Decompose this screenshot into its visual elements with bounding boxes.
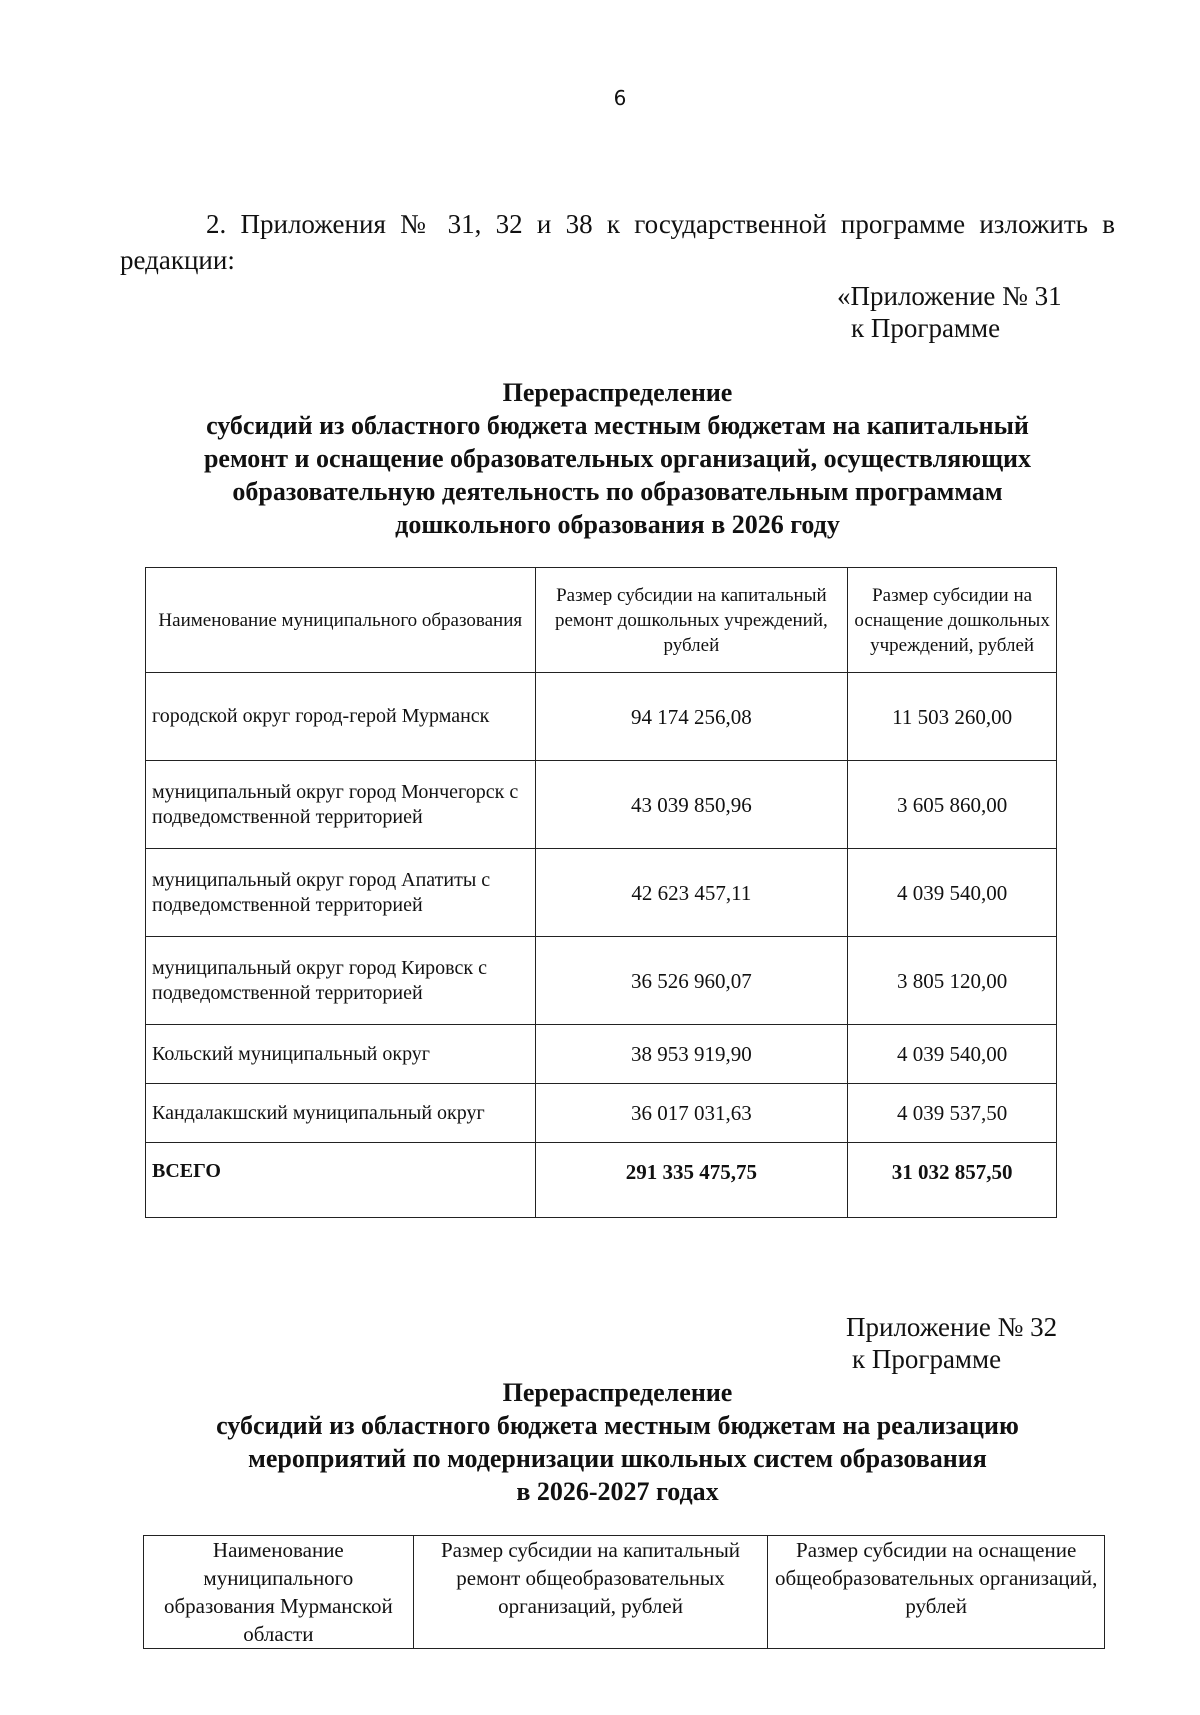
- row-name: городской округ город-герой Мурманск: [146, 673, 536, 761]
- appendix-32-program: к Программе: [852, 1344, 1002, 1374]
- row-equipment: 3 605 860,00: [848, 761, 1057, 849]
- table-row: [146, 849, 1057, 937]
- header-municipality: Наименование муниципального образования Мурманской области: [144, 1536, 414, 1649]
- title-31-line-5: дошкольного образования в 2026 году: [395, 510, 840, 539]
- subsidy-table-31: [145, 567, 1057, 1218]
- subsidy-table-32: [143, 1535, 1105, 1649]
- header-equipment: Размер субсидии на оснащение общеобразовательных организаций, рублей: [768, 1536, 1105, 1649]
- total-equipment: 31 032 857,50: [848, 1143, 1057, 1218]
- row-equipment: 3 805 120,00: [848, 937, 1057, 1025]
- title-31-line-4: образовательную деятельность по образовательным программам: [232, 477, 1003, 506]
- header-repair: Размер субсидии на капитальный ремонт дошкольных учреждений, рублей: [535, 568, 848, 673]
- row-equipment: 4 039 540,00: [848, 1025, 1057, 1084]
- table-row: [146, 1025, 1057, 1084]
- page-number: 6: [613, 86, 627, 110]
- appendix-32-label: [846, 1311, 1057, 1375]
- row-name: муниципальный округ город Апатиты с подведомственной территорией: [146, 849, 536, 937]
- title-31-line-3: ремонт и оснащение образовательных организаций, осуществляющих: [203, 444, 1032, 473]
- row-name: Кандалакшский муниципальный округ: [146, 1084, 536, 1143]
- table-row: [146, 1084, 1057, 1143]
- total-label: ВСЕГО: [146, 1143, 536, 1218]
- header-equipment: Размер субсидии на оснащение дошкольных учреждений, рублей: [848, 568, 1057, 673]
- total-repair: 291 335 475,75: [535, 1143, 848, 1218]
- title-31: [120, 376, 1115, 541]
- header-municipality: Наименование муниципального образования: [146, 568, 536, 673]
- appendix-31-label: [837, 280, 1062, 344]
- title-31-line-1: Перераспределение: [502, 378, 733, 407]
- intro-paragraph: 2. Приложения № 31, 32 и 38 к государственной программе изложить в редакции:: [120, 209, 1115, 275]
- table-header-row: [146, 568, 1057, 673]
- title-32-line-3: мероприятий по модернизации школьных систем образования: [248, 1444, 987, 1473]
- row-equipment: 4 039 540,00: [848, 849, 1057, 937]
- row-repair: 36 017 031,63: [535, 1084, 848, 1143]
- row-repair: 36 526 960,07: [535, 937, 848, 1025]
- header-repair: Размер субсидии на капитальный ремонт общеобразовательных организаций, рублей: [413, 1536, 768, 1649]
- title-32-line-4: в 2026-2027 годах: [516, 1477, 719, 1506]
- appendix-32-number: Приложение № 32: [846, 1312, 1058, 1342]
- row-name: муниципальный округ город Мончегорск с подведомственной территорией: [146, 761, 536, 849]
- row-name: Кольский муниципальный округ: [146, 1025, 536, 1084]
- table-total-row: [146, 1143, 1057, 1218]
- row-repair: 42 623 457,11: [535, 849, 848, 937]
- row-name: муниципальный округ город Кировск с подведомственной территорией: [146, 937, 536, 1025]
- title-31-line-2: субсидий из областного бюджета местным бюджетам на капитальный: [206, 411, 1029, 440]
- row-equipment: 4 039 537,50: [848, 1084, 1057, 1143]
- title-32-line-1: Перераспределение: [502, 1378, 733, 1407]
- title-32: [120, 1376, 1115, 1508]
- row-repair: 43 039 850,96: [535, 761, 848, 849]
- appendix-31-program: к Программе: [851, 313, 1001, 343]
- table-row: [146, 673, 1057, 761]
- title-32-line-2: субсидий из областного бюджета местным бюджетам на реализацию: [216, 1411, 1019, 1440]
- table-row: [146, 937, 1057, 1025]
- table-header-row: [144, 1536, 1105, 1649]
- table-row: [146, 761, 1057, 849]
- appendix-31-number: «Приложение № 31: [837, 281, 1062, 311]
- row-repair: 38 953 919,90: [535, 1025, 848, 1084]
- row-equipment: 11 503 260,00: [848, 673, 1057, 761]
- row-repair: 94 174 256,08: [535, 673, 848, 761]
